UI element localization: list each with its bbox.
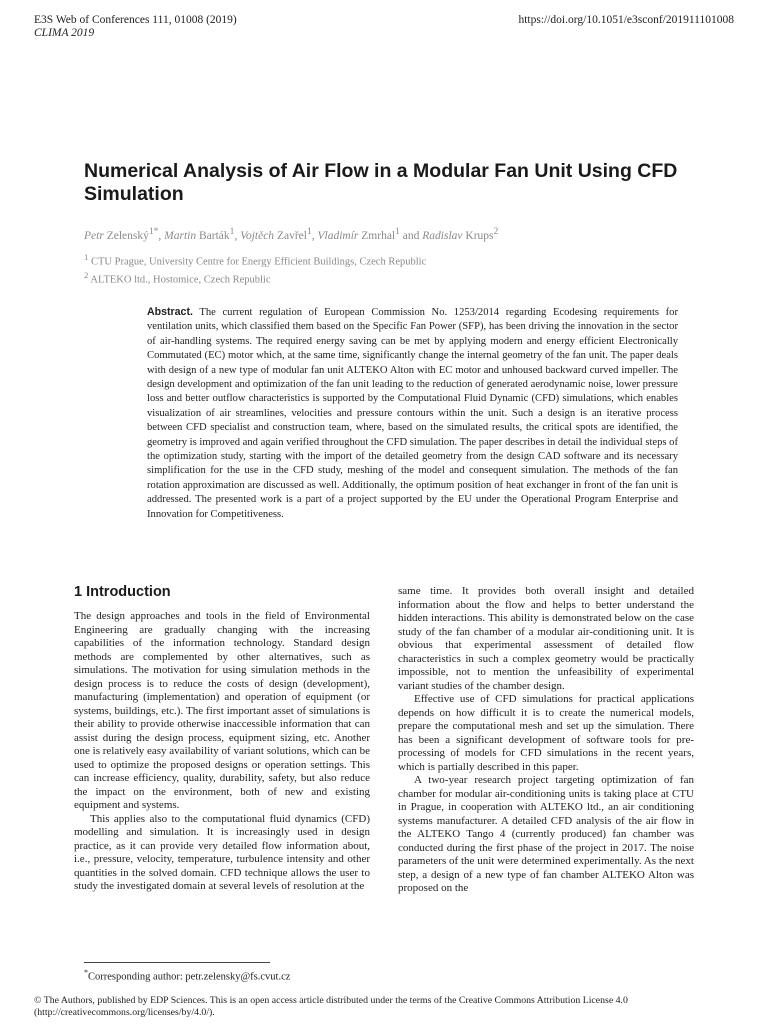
left-column — [74, 610, 370, 894]
footnote — [84, 968, 290, 983]
author: Vladimír Zmrhal$^1$ and — [317, 226, 423, 242]
author: Petr Zelenský$^{1*}$, — [84, 226, 165, 242]
author: Vojtěch Zavřel$^1$, — [240, 226, 318, 242]
author: Martin Barták$^1$, — [164, 226, 241, 242]
paragraph: A two-year research project targeting optimization of fan chamber for modular air-conditioning units is taking place at CTU in Prague, in cooperation with ALTEKO ltd., an air conditioning systems manufacturer. A detailed CFD analysis of the air flow in the ALTEKO Tango 4 (currently produced) fan chamber was conducted during the first phase of the project in 2017. The noise parameters of the unit were determined experimentally. As the next step, a design of a new type of fan chamber ALTEKO Alton was proposed on the — [398, 774, 694, 894]
paper-title: Numerical Analysis of Air Flow in a Modular Fan Unit Using CFD Simulation — [84, 160, 678, 205]
affiliations — [84, 251, 426, 287]
section-heading: 1 Introduction — [74, 584, 171, 600]
author: Radislav Krups$^2$ — [422, 226, 499, 242]
conference-subtitle: CLIMA 2019 — [34, 27, 95, 39]
paragraph: Effective use of CFD simulations for practical applications depends on how difficult it is to create the numerical models, prepare the computational mesh and set up the simulation. There has been a significant development of software tools for pre-processing of models for CFD simulations in the recent years, which is partially described in this paper. — [398, 693, 694, 773]
author-list — [84, 226, 498, 242]
conference-name: E3S Web of Conferences 111, 01008 (2019) — [34, 14, 237, 26]
doi-link[interactable]: https://doi.org/10.1051/e3sconf/201911101008 — [518, 14, 734, 26]
abstract-label: Abstract. — [147, 306, 193, 318]
abstract-text: The current regulation of European Commission No. 1253/2014 regarding Ecodesing requirements for ventilation units, which classified them based on the Specific Fan Power (SFP), has been driving the innovation in the sector of air-handling systems. The required energy saving can be met by applying modern and energy efficient Electronically Commutated (EC) motor which, at the same time, significantly change the internal geometry of the fan unit. The paper deals with design of a new type of modular fan unit ALTEKO Alton with EC motor and unhoused backward curved impeller. The design development and optimization of the fan unit leading to the reduction of generated aerodynamic noise, lower pressure loss and better outflow characteristics is supported by the Computational Fluid Dynamic (CFD) simulations, which enables visualization of air streamlines, velocities and pressure contours within the unit. Such a design is an iterative process between CFD specialist and construction team, where, based on the simulated results, the critical spots are identified, the geometry is improved and again verified throughout the CFD simulation. The paper describes in detail the individual steps of the optimization study, starting with the import of the detailed geometry from the design CAD software and its necessary simplification for the use in the CFD study, meshing of the model and consequent simulation. The methods of the fan rotation approximation are discussed as well. Additionally, the optimum position of heat exchanger in front of the fan unit is addressed. The presented work is a part of a project supported by the EU under the Operational Program Enterprise and Innovation for Competitiveness. — [147, 307, 678, 520]
affiliation: $^2$ ALTEKO ltd., Hostomice, Czech Republic — [84, 270, 271, 286]
affiliation: $^1$ CTU Prague, University Centre for Energy Efficient Buildings, Czech Republic — [84, 252, 427, 268]
paragraph: The design approaches and tools in the field of Environmental Engineering are gradually changing with the increasing capabilities of the information technology. Standard design methods are complemented by other alternatives, such as simulations. The motivation for using simulation methods in the design process is to reduce the costs of design (development), manufacturing (implementation) and operation of equipment (or systems, buildings, etc.). The first important asset of simulations is their ability to provide otherwise inaccessible information that can assist during the design process, equipment sizing, etc. Another one is relatively easy availability of variant solutions, which can be used to optimize the proposed designs or operation settings. This can increase efficiency, quality, durability, safety, but also reduce the impact on the environment, both of new and existing equipment and systems. — [74, 610, 370, 811]
license-notice: © The Authors, published by EDP Sciences. This is an open access article distributed under the terms of the Creative Commons Attribution License 4.0 (http://creativecommons.org/licenses/by/4.0/). — [34, 995, 628, 1018]
running-header-left — [34, 14, 237, 40]
footnote-mark: * — [84, 968, 88, 977]
footnote-divider — [84, 962, 270, 963]
right-column — [398, 585, 694, 896]
paragraph: same time. It provides both overall insight and detailed information about the flow and helps to better understand the hidden interactions. This ability is demonstrated below on the case study of the fan chamber of a modular air-conditioning unit. It is obvious that experimental assessment of detailed flow characteristics in such a complex geometry would be practically impossible, not to mention the unfeasibility of experimental variant studies of the chamber design. — [398, 585, 694, 692]
abstract — [147, 305, 678, 522]
paragraph: This applies also to the computational fluid dynamics (CFD) modelling and simulation. It is increasingly used in design practice, as it can provide very detailed flow information about, i.e., pressure, velocity, temperature, turbulence intensity and other quantities in the solved domain. CFD technique allows the user to study the investigated domain at several levels of resolution at the — [74, 812, 370, 892]
corresponding-author: Corresponding author: petr.zelensky@fs.cvut.cz — [88, 971, 291, 983]
